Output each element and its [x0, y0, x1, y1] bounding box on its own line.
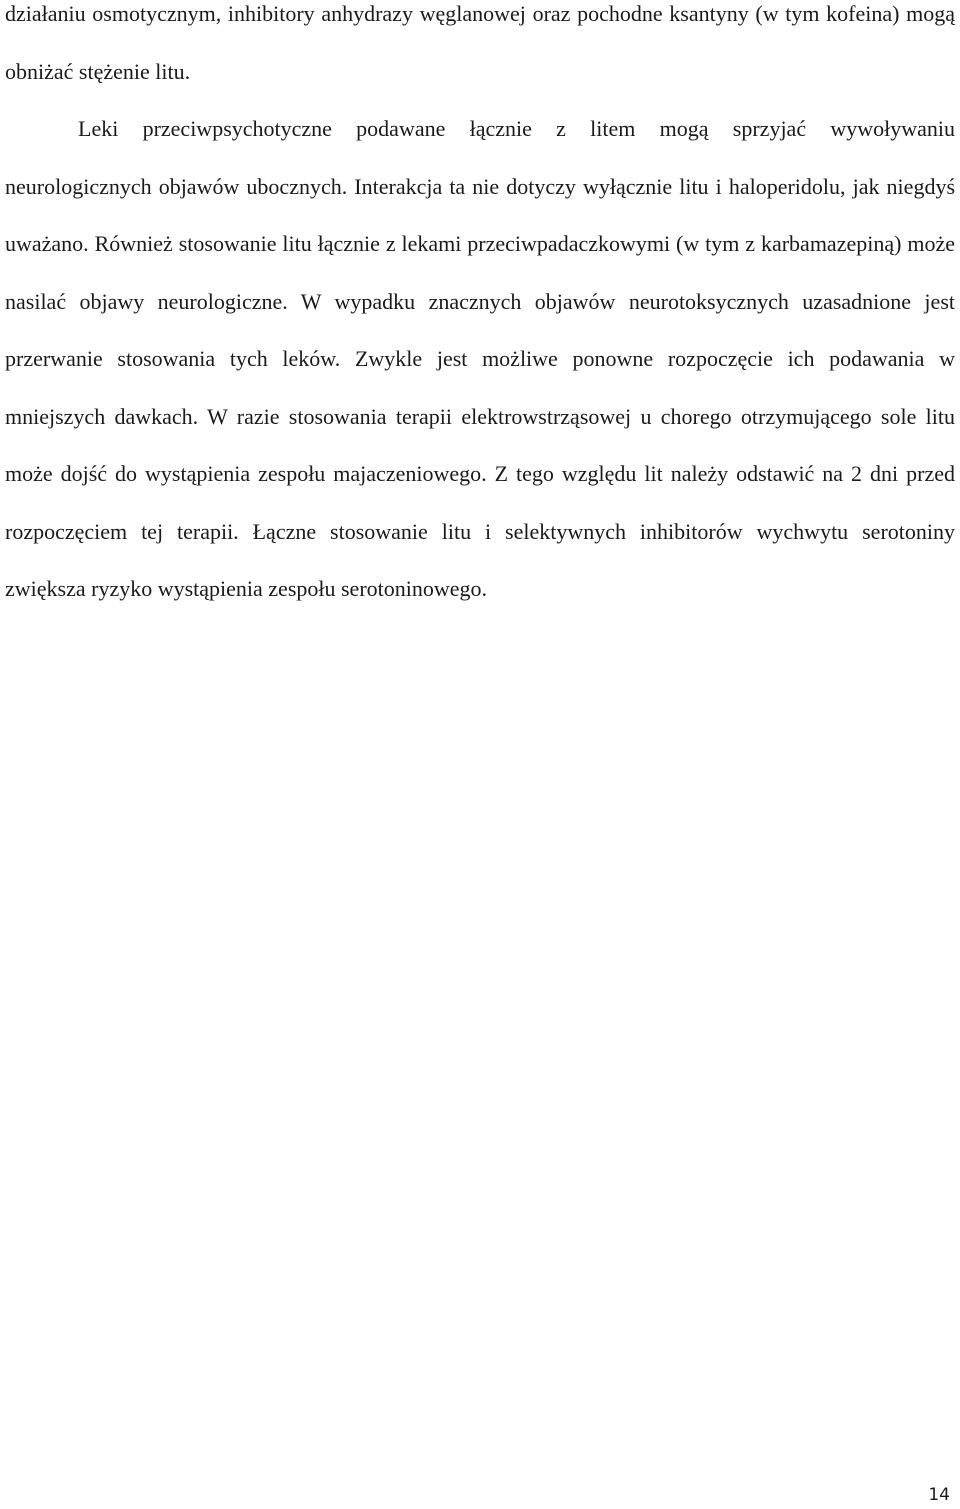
document-page: [5, 0, 955, 1509]
page-number: 14: [928, 1485, 950, 1505]
paragraph-osmotic-agents: działaniu osmotycznym, inhibitory anhydrazy węglanowej oraz pochodne ksantyny (w tym kofeina) mogą obniżać stężenie litu.: [5, 1, 955, 84]
paragraph-antipsychotic-interactions: Leki przeciwpsychotyczne podawane łącznie z litem mogą sprzyjać wywoływaniu neurologicznych objawów ubocznych. Interakcja ta nie dotyczy wyłącznie litu i haloperidolu, jak niegdyś uważano. Również stosowanie litu łącznie z lekami przeciwpadaczkowymi (w tym z karbamazepiną) może nasilać objawy neurologiczne. W wypadku znacznych objawów neurotoksycznych uzasadnione jest przerwanie stosowania tych leków. Zwykle jest możliwe ponowne rozpoczęcie ich podawania w mniejszych dawkach. W razie stosowania terapii elektrowstrząsowej u chorego otrzymującego sole litu może dojść do wystąpienia zespołu majaczeniowego. Z tego względu lit należy odstawić na 2 dni przed rozpoczęciem tej terapii. Łączne stosowanie litu i selektywnych inhibitorów wychwytu serotoniny zwiększa ryzyko wystąpienia zespołu serotoninowego.: [5, 116, 955, 601]
